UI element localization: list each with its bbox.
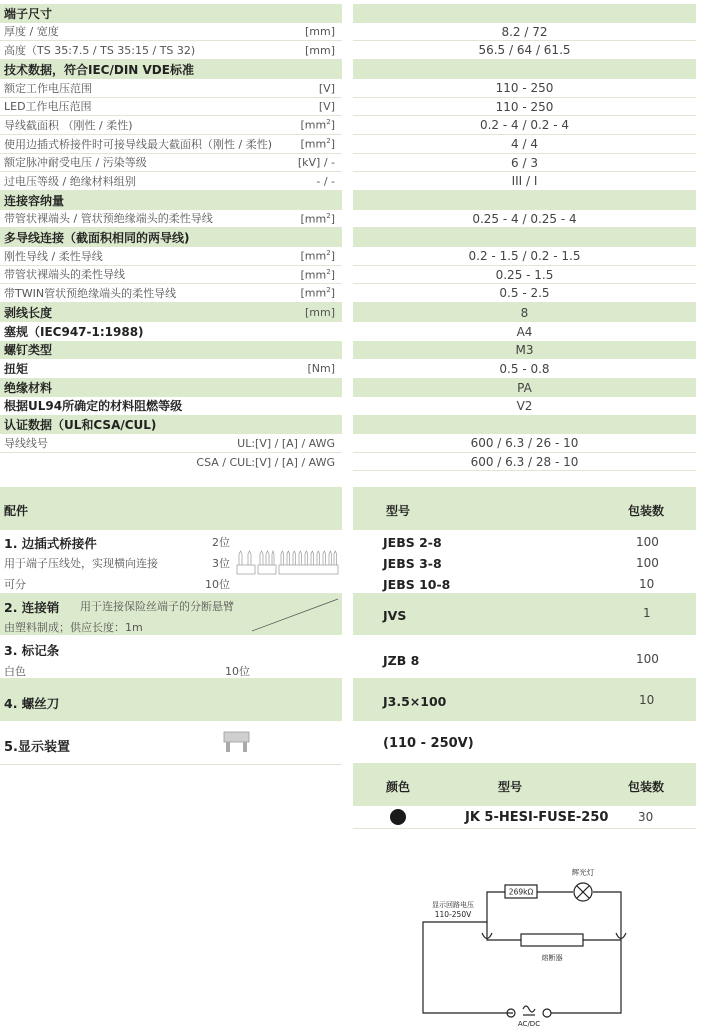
item1-desc: 用于端子压线处，实现横向连接 [4, 557, 158, 570]
accessories-table-header [353, 487, 696, 530]
spec-value: 0.25 - 1.5 [353, 266, 696, 284]
model-jebs-10-8: JEBS 10-8 [383, 577, 451, 592]
spec-unit: CSA / CUL:[V] / [A] / AWG [196, 455, 335, 469]
lamp-label: 辉光灯 [571, 868, 595, 877]
spec-row [0, 284, 342, 303]
voltage-label-2: 110-250V [434, 910, 472, 919]
spec-unit: $[mm^2]$ [300, 267, 335, 282]
spec-row [0, 154, 342, 172]
spec-unit: - / - [316, 174, 335, 188]
item2-title: 2. 连接销 [4, 600, 60, 615]
spec-row [0, 191, 342, 210]
spec-row [0, 378, 342, 397]
display-table-header [353, 763, 696, 806]
spec-value: 8 [353, 303, 696, 322]
spec-label: 塞规（IEC947-1:1988) [4, 324, 144, 339]
color-swatch-black [390, 809, 406, 825]
spec-row [0, 4, 342, 23]
accessory-item-1 [0, 530, 342, 592]
spec-value: 110 - 250 [353, 98, 696, 116]
spec-value: V2 [516, 399, 533, 413]
spec-value: 0.2 - 4 / 0.2 - 4 [353, 116, 696, 135]
spec-value: 6 / 3 [353, 154, 696, 172]
spec-unit: [mm] [304, 25, 335, 38]
qty-jk5-hesi: 30 [638, 810, 654, 824]
spec-row [0, 228, 342, 247]
spec-value [353, 4, 696, 23]
spec-unit: [mm] [304, 43, 335, 57]
spec-row [0, 434, 342, 453]
col-model-2: 型号 [498, 780, 523, 794]
col-color: 颜色 [386, 780, 411, 794]
spec-label: 带TWIN管状预绝缘端头的柔性导线 [4, 286, 177, 300]
qty-jebs-3-8: 100 [636, 556, 659, 570]
spec-label: 使用边插式桥接件时可接导线最大截面积（刚性 / 柔性) [4, 137, 272, 151]
spec-unit: [Nm] [307, 362, 335, 375]
spec-value: 0.5 - 0.8 [499, 361, 550, 376]
spec-unit: [mm] [304, 306, 335, 319]
spec-value [353, 415, 696, 434]
spec-value: 0.2 - 1.5 / 0.2 - 1.5 [353, 247, 696, 266]
section-heading: 连接容纳量 [4, 193, 65, 208]
spec-value: PA [353, 378, 696, 397]
spec-value: 600 / 6.3 / 26 - 10 [353, 434, 696, 453]
model-jebs-2-8: JEBS 2-8 [383, 535, 442, 550]
accessory-item-5 [0, 721, 342, 765]
spec-label: 导线截面积 （刚性 / 柔性) [4, 118, 133, 132]
spec-label: 导线线号 [4, 436, 48, 450]
spec-value: 56.5 / 64 / 61.5 [353, 41, 696, 60]
display-voltage: (110 - 250V) [383, 736, 474, 751]
spec-row [0, 60, 342, 79]
accessories-header [0, 487, 342, 530]
spec-label: 扭矩 [4, 361, 29, 376]
section-heading: 认证数据（UL和CSA/CUL) [4, 417, 157, 432]
accessory-item-3 [0, 635, 342, 678]
spec-row [0, 397, 342, 415]
spec-label: 额定工作电压范围 [4, 81, 92, 95]
spec-value [353, 228, 696, 247]
section-heading: 绝缘材料 [4, 380, 53, 395]
item3-desc: 白色 [4, 665, 26, 678]
spec-row [0, 116, 342, 135]
spec-row [0, 23, 342, 41]
accessory-item-2 [0, 593, 342, 635]
item2-model-row [353, 593, 696, 635]
spec-value: A4 [516, 324, 533, 339]
item5-title: 5.显示装置 [4, 740, 70, 755]
spec-value: 600 / 6.3 / 28 - 10 [353, 453, 696, 471]
section-heading: 剥线长度 [4, 305, 53, 320]
spec-row [0, 322, 342, 341]
item1-pos-2: 2位 [212, 536, 230, 549]
spec-label: 过电压等级 / 绝缘材料组别 [4, 174, 136, 188]
spec-unit: $[mm^2]$ [300, 118, 335, 132]
spec-row [0, 359, 342, 378]
spec-row [0, 79, 342, 98]
spec-label: 高度（TS 35:7.5 / TS 35:15 / TS 32) [4, 43, 196, 57]
qty-screwdriver: 10 [639, 693, 655, 707]
col-model: 型号 [386, 504, 411, 518]
spec-row [0, 415, 342, 434]
spec-value: M3 [353, 341, 696, 359]
spec-label: 带管状裸端头 / 管状预绝缘端头的柔性导线 [4, 212, 213, 225]
spec-row [0, 341, 342, 359]
spec-row [0, 210, 342, 228]
spec-row [0, 98, 342, 116]
model-screwdriver: J3.5×100 [383, 694, 447, 709]
model-jzb-8: JZB 8 [383, 653, 420, 668]
spec-row [0, 453, 342, 471]
spec-value: 8.2 / 72 [353, 23, 696, 41]
section-heading: 多导线连接（截面积相同的两导线) [4, 230, 190, 245]
accessory-item-4 [0, 678, 342, 721]
spec-unit: $[mm^2]$ [300, 211, 335, 226]
spec-value: 4 / 4 [353, 135, 696, 154]
item1-pos-3: 3位 [212, 557, 230, 570]
model-jvs: JVS [383, 608, 407, 623]
item3-positions: 10位 [225, 665, 250, 678]
resistor-label: 269kΩ [508, 887, 534, 897]
spec-label: 额定脉冲耐受电压 / 污染等级 [4, 156, 147, 169]
col-qty-2: 包装数 [628, 780, 665, 794]
item1-title: 1. 边插式桥接件 [4, 536, 97, 551]
spec-label: 刚性导线 / 柔性导线 [4, 249, 103, 263]
section-heading: 螺钉类型 [4, 343, 53, 357]
spec-unit: [V] [318, 81, 335, 95]
display-table-row [353, 806, 696, 829]
qty-jebs-10-8: 10 [639, 577, 655, 591]
item4-model-row [353, 678, 696, 721]
circuit-diagram [410, 860, 650, 1035]
spec-unit: $[mm^2]$ [300, 137, 335, 151]
spec-value [353, 191, 696, 210]
spec-value: III / I [353, 172, 696, 191]
item2-note: 用于连接保险丝端子的分断悬臂 [80, 600, 234, 613]
spec-row [0, 303, 342, 322]
item1-pos-10: 10位 [205, 578, 230, 591]
qty-jzb-8: 100 [636, 652, 659, 666]
display-device-icon [222, 729, 252, 755]
source-label: AC/DC [517, 1020, 541, 1028]
spec-row [0, 172, 342, 191]
model-jebs-3-8: JEBS 3-8 [383, 556, 442, 571]
section-heading: 端子尺寸 [4, 6, 53, 21]
item2-desc: 由塑料制成；供应长度：1m [4, 621, 143, 634]
qty-jebs-2-8: 100 [636, 535, 659, 549]
spec-unit: $[mm^2]$ [300, 286, 335, 300]
spec-row [0, 247, 342, 266]
voltage-label-1: 显示回路电压 [432, 901, 474, 909]
item5-voltage-row [353, 721, 696, 763]
col-qty: 包装数 [628, 504, 665, 518]
spec-row [0, 41, 342, 60]
item1-desc2: 可分 [4, 578, 26, 591]
spec-row [0, 266, 342, 284]
spec-label: 带管状裸端头的柔性导线 [4, 268, 125, 281]
item3-model-row [353, 635, 696, 678]
spec-label: 根据UL94所确定的材料阻燃等级 [4, 399, 183, 413]
spec-label: 厚度 / 宽度 [4, 25, 59, 38]
model-jk5-hesi: JK 5-HESI-FUSE-250 [465, 810, 609, 825]
spec-unit: [kV] / - [297, 156, 335, 169]
section-heading: 技术数据，符合IEC/DIN VDE标准 [4, 62, 194, 77]
spec-value: 0.5 - 2.5 [353, 284, 696, 303]
spec-unit: [V] [318, 100, 335, 113]
item3-title: 3. 标记条 [4, 643, 60, 658]
spec-unit: $[mm^2]$ [300, 249, 335, 263]
spec-value: 0.25 - 4 / 0.25 - 4 [353, 210, 696, 228]
fuse-label: 熔断器 [541, 954, 563, 962]
accessories-title: 配件 [4, 504, 29, 518]
connecting-pin-icon [250, 597, 340, 633]
bridge-comb-icon [236, 550, 340, 576]
spec-unit: UL:[V] / [A] / AWG [237, 436, 335, 450]
spec-value [353, 60, 696, 79]
item1-models [353, 530, 696, 592]
spec-value: 110 - 250 [353, 79, 696, 98]
spec-label: LED工作电压范围 [4, 100, 92, 113]
spec-row [0, 135, 342, 154]
qty-jvs: 1 [643, 606, 651, 620]
item4-title: 4. 螺丝刀 [4, 696, 60, 711]
